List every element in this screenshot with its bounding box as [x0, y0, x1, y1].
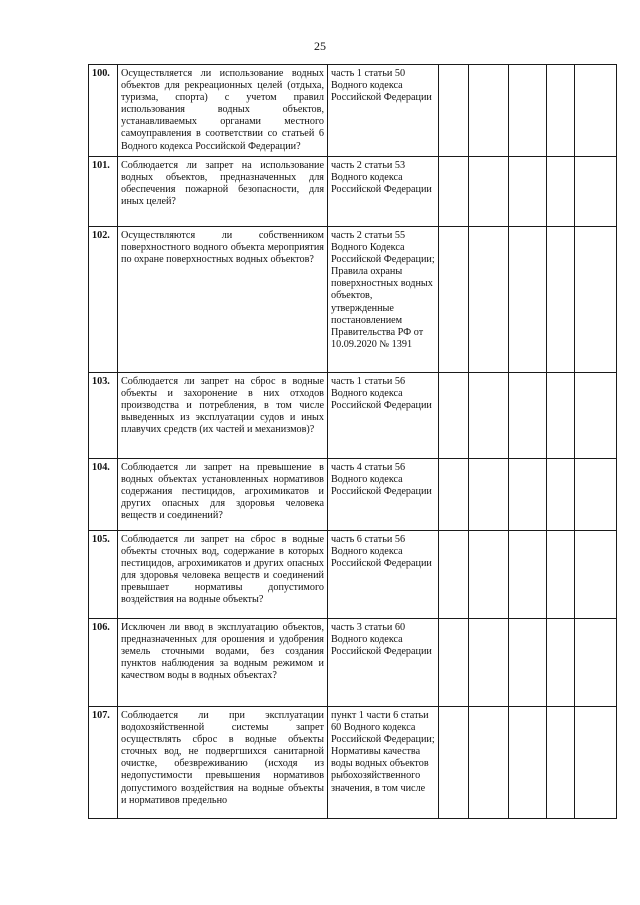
row-number: 100.: [89, 65, 118, 157]
answer-cell-not-applicable[interactable]: [509, 227, 547, 373]
legal-basis: [328, 707, 439, 819]
answer-cell-no[interactable]: [469, 65, 509, 157]
answer-cell-yes[interactable]: [439, 227, 469, 373]
answer-cell-extra[interactable]: [547, 157, 575, 227]
table-row: [89, 531, 617, 619]
page-number: 25: [314, 39, 326, 53]
question-text: Соблюдается ли запрет на использование водных объектов, предназначенных для обеспечения пожарной безопасности, для иных целей?: [118, 157, 328, 227]
answer-cell-extra[interactable]: [547, 373, 575, 459]
legal-basis: [328, 65, 439, 157]
answer-cell-no[interactable]: [469, 373, 509, 459]
answer-cell-no[interactable]: [469, 227, 509, 373]
answer-cell-not-applicable[interactable]: [509, 531, 547, 619]
row-number: 105.: [89, 531, 118, 619]
legal-basis-line: пункт 1 части 6 статьи 60 Водного кодекса Российской Федерации;: [331, 710, 435, 746]
answer-cell-yes[interactable]: [439, 157, 469, 227]
answer-cell-yes[interactable]: [439, 373, 469, 459]
legal-basis-line: Правила охраны поверхностных водных объектов, утвержденные постановлением Правительства РФ от 10.09.2020 № 1391: [331, 266, 433, 350]
legal-basis: [328, 459, 439, 531]
legal-basis-line: Нормативы качества воды водных объектов рыбохозяйственного значения, в том числе: [331, 746, 429, 794]
table-row: [89, 619, 617, 707]
row-number: 104.: [89, 459, 118, 531]
answer-cell-not-applicable[interactable]: [509, 459, 547, 531]
answer-cell-not-applicable[interactable]: [509, 157, 547, 227]
row-number: 102.: [89, 227, 118, 373]
answer-cell-yes[interactable]: [439, 65, 469, 157]
answer-cell-extra[interactable]: [547, 619, 575, 707]
question-text: Соблюдается ли запрет на превышение в водных объектах установленных нормативов содержания пестицидов, агрохимикатов и других опасных для здоровья человека веществ и соединений?: [118, 459, 328, 531]
table-row: [89, 459, 617, 531]
answer-cell-notes[interactable]: [575, 227, 617, 373]
legal-basis: [328, 619, 439, 707]
answer-cell-notes[interactable]: [575, 373, 617, 459]
answer-cell-extra[interactable]: [547, 227, 575, 373]
legal-basis-line: часть 6 статьи 56 Водного кодекса Российской Федерации: [331, 534, 432, 570]
answer-cell-not-applicable[interactable]: [509, 707, 547, 819]
answer-cell-notes[interactable]: [575, 65, 617, 157]
answer-cell-notes[interactable]: [575, 707, 617, 819]
legal-basis-line: часть 2 статьи 55 Водного Кодекса Российской Федерации;: [331, 230, 435, 266]
table-row: [89, 157, 617, 227]
answer-cell-yes[interactable]: [439, 459, 469, 531]
legal-basis-line: часть 3 статьи 60 Водного кодекса Российской Федерации: [331, 622, 432, 658]
answer-cell-no[interactable]: [469, 531, 509, 619]
answer-cell-yes[interactable]: [439, 707, 469, 819]
row-number: 103.: [89, 373, 118, 459]
answer-cell-notes[interactable]: [575, 459, 617, 531]
answer-cell-yes[interactable]: [439, 531, 469, 619]
table-row: [89, 707, 617, 819]
question-text: Исключен ли ввод в эксплуатацию объектов, предназначенных для орошения и удобрения земель сточными водами, без создания пунктов наблюдения за водным режимом и качеством воды в водных объектах?: [118, 619, 328, 707]
legal-basis-line: часть 1 статьи 56 Водного кодекса Российской Федерации: [331, 376, 432, 412]
answer-cell-notes[interactable]: [575, 531, 617, 619]
question-text: Осуществляется ли использование водных объектов для рекреационных целей (отдыха, туризма, спорта) с учетом правил использования водных объектов, устанавливаемых органами местного самоуправления в соответствии со статьей 6 Водного кодекса Российской Федерации?: [118, 65, 328, 157]
checklist-table: [88, 64, 617, 819]
legal-basis-line: часть 2 статьи 53 Водного кодекса Российской Федерации: [331, 160, 432, 196]
row-number: 101.: [89, 157, 118, 227]
answer-cell-extra[interactable]: [547, 531, 575, 619]
answer-cell-extra[interactable]: [547, 707, 575, 819]
answer-cell-extra[interactable]: [547, 65, 575, 157]
question-text: Соблюдается ли при эксплуатации водохозяйственной системы запрет осуществлять сброс в водные объекты сточных вод, не подвергшихся санитарной очистке, обезвреживанию (исходя из недопустимости превышения нормативов допустимого воздействия на водные объекты и нормативов предельно: [118, 707, 328, 819]
answer-cell-not-applicable[interactable]: [509, 619, 547, 707]
legal-basis: [328, 227, 439, 373]
question-text: Осуществляются ли собственником поверхностного водного объекта мероприятия по охране поверхностных водных объектов?: [118, 227, 328, 373]
answer-cell-notes[interactable]: [575, 157, 617, 227]
table-row: [89, 373, 617, 459]
legal-basis: [328, 157, 439, 227]
answer-cell-extra[interactable]: [547, 459, 575, 531]
legal-basis-line: часть 4 статьи 56 Водного кодекса Российской Федерации: [331, 462, 432, 498]
legal-basis: [328, 373, 439, 459]
answer-cell-notes[interactable]: [575, 619, 617, 707]
row-number: 106.: [89, 619, 118, 707]
answer-cell-not-applicable[interactable]: [509, 373, 547, 459]
answer-cell-no[interactable]: [469, 707, 509, 819]
legal-basis-line: часть 1 статьи 50 Водного кодекса Российской Федерации: [331, 68, 432, 104]
table-row: [89, 65, 617, 157]
answer-cell-yes[interactable]: [439, 619, 469, 707]
table-row: [89, 227, 617, 373]
answer-cell-not-applicable[interactable]: [509, 65, 547, 157]
legal-basis: [328, 531, 439, 619]
row-number: 107.: [89, 707, 118, 819]
answer-cell-no[interactable]: [469, 459, 509, 531]
question-text: Соблюдается ли запрет на сброс в водные объекты сточных вод, содержание в которых пестицидов, агрохимикатов и других опасных для здоровья человека веществ и соединений превышает нормативы допустимого воздействия на водные объекты?: [118, 531, 328, 619]
answer-cell-no[interactable]: [469, 619, 509, 707]
answer-cell-no[interactable]: [469, 157, 509, 227]
question-text: Соблюдается ли запрет на сброс в водные объекты и захоронение в них отходов производства и потребления, в том числе выведенных из эксплуатации судов и иных плавучих средств (их частей и механизмов)?: [118, 373, 328, 459]
